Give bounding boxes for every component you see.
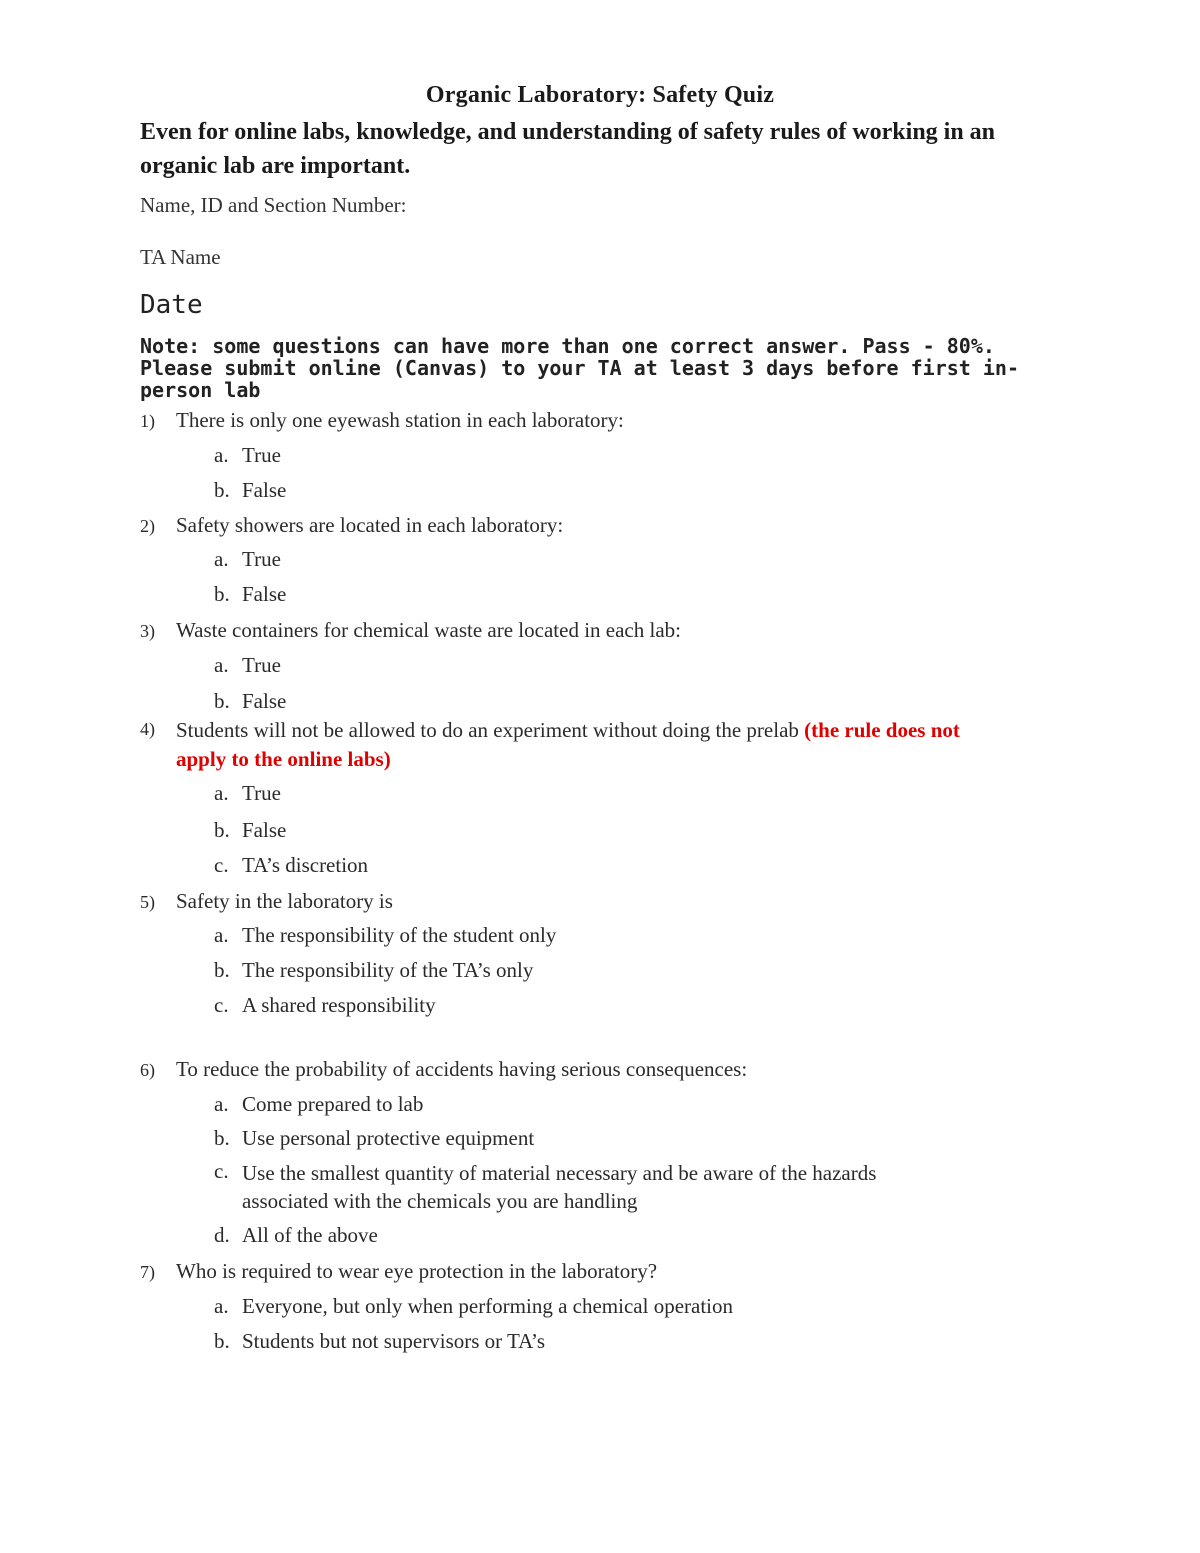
question-6-option-d: [214, 1223, 378, 1248]
option-text: True: [242, 781, 281, 805]
question-7-option-b: [214, 1329, 545, 1354]
option-letter: a.: [214, 1294, 229, 1318]
question-4-option-b: [214, 818, 286, 843]
document-title: Organic Laboratory: Safety Quiz: [425, 82, 775, 108]
question-number: 1): [140, 411, 155, 431]
option-text: False: [242, 478, 287, 502]
question-text: Safety showers are located in each laboratory:: [176, 513, 564, 537]
question-number: 4): [140, 719, 155, 739]
question-number: 5): [140, 892, 155, 912]
question-6: [140, 1057, 747, 1082]
option-text: Come prepared to lab: [242, 1092, 424, 1116]
option-letter: a.: [214, 1092, 229, 1116]
question-text: Waste containers for chemical waste are located in each lab:: [176, 618, 681, 642]
option-letter: c.: [214, 993, 229, 1017]
option-letter: c.: [214, 853, 229, 877]
question-5-option-c: [214, 993, 436, 1018]
question-3-option-a: [214, 653, 281, 678]
question-5-option-a: [214, 923, 556, 948]
question-text: Who is required to wear eye protection in the laboratory?: [176, 1259, 658, 1283]
option-text: False: [242, 818, 287, 842]
question-text-wrapper: [176, 716, 976, 774]
question-number: 3): [140, 621, 155, 641]
option-letter: a.: [214, 443, 229, 467]
option-text: Everyone, but only when performing a chemical operation: [242, 1294, 733, 1318]
option-text: The responsibility of the TA’s only: [242, 958, 534, 982]
question-6-option-a: [214, 1092, 423, 1117]
option-text: A shared responsibility: [242, 993, 436, 1017]
option-letter: a.: [214, 547, 229, 571]
option-text: True: [242, 547, 281, 571]
question-2: [140, 513, 563, 538]
question-6-option-b: [214, 1126, 534, 1151]
question-number: 7): [140, 1262, 155, 1282]
option-text: All of the above: [242, 1223, 378, 1247]
question-7: [140, 1259, 657, 1284]
question-1-option-b: [214, 478, 286, 503]
option-letter: a.: [214, 781, 229, 805]
option-letter: b.: [214, 478, 230, 502]
option-text: Students but not supervisors or TA’s: [242, 1329, 546, 1353]
option-text: Use personal protective equipment: [242, 1126, 535, 1150]
name-id-section-field: Name, ID and Section Number:: [140, 193, 407, 217]
question-2-option-a: [214, 547, 281, 572]
ta-name-field: TA Name: [140, 245, 221, 269]
question-text: To reduce the probability of accidents having serious consequences:: [176, 1057, 748, 1081]
option-letter: b.: [214, 958, 230, 982]
option-letter: b.: [214, 582, 230, 606]
question-4: [140, 716, 976, 774]
question-text: Students will not be allowed to do an experiment without doing the prelab: [176, 718, 805, 742]
option-text: True: [242, 443, 281, 467]
question-4-option-a: [214, 781, 281, 806]
option-letter: a.: [214, 923, 229, 947]
intro-statement: Even for online labs, knowledge, and understanding of safety rules of working in an organic lab are important.: [140, 119, 996, 179]
question-number: 2): [140, 516, 155, 536]
option-letter: b.: [214, 1329, 230, 1353]
question-5: [140, 889, 393, 914]
option-letter: b.: [214, 1126, 230, 1150]
option-text: True: [242, 653, 281, 677]
option-text: TA’s discretion: [242, 853, 369, 877]
online-labs-note: the rule does not apply to the online labs: [176, 718, 960, 771]
question-text: There is only one eyewash station in each laboratory:: [176, 408, 624, 432]
option-letter: c.: [214, 1159, 229, 1183]
question-5-option-b: [214, 958, 533, 983]
option-letter: b.: [214, 818, 230, 842]
option-text: False: [242, 689, 287, 713]
question-7-option-a: [214, 1294, 733, 1319]
option-text: The responsibility of the student only: [242, 923, 557, 947]
option-text: False: [242, 582, 287, 606]
option-letter: b.: [214, 689, 230, 713]
question-1: [140, 408, 624, 433]
question-text: Safety in the laboratory is: [176, 889, 393, 913]
paren-open: (: [804, 718, 812, 742]
question-2-option-b: [214, 582, 286, 607]
question-4-option-c: [214, 853, 368, 878]
question-6-option-c: [214, 1159, 962, 1215]
date-field: Date: [140, 290, 203, 320]
question-3-option-b: [214, 689, 286, 714]
option-letter: a.: [214, 653, 229, 677]
question-1-option-a: [214, 443, 281, 468]
question-number: 6): [140, 1060, 155, 1080]
option-text: Use the smallest quantity of material necessary and be aware of the hazards associated with the chemicals you are handling: [242, 1161, 877, 1213]
paren-close: ): [383, 747, 391, 771]
question-3: [140, 618, 681, 643]
option-letter: d.: [214, 1223, 230, 1247]
instructions-note: Note: some questions can have more than one correct answer. Pass - 80%. Please submit online (Canvas) to your TA at least 3 days before first in-person lab: [140, 334, 1019, 402]
